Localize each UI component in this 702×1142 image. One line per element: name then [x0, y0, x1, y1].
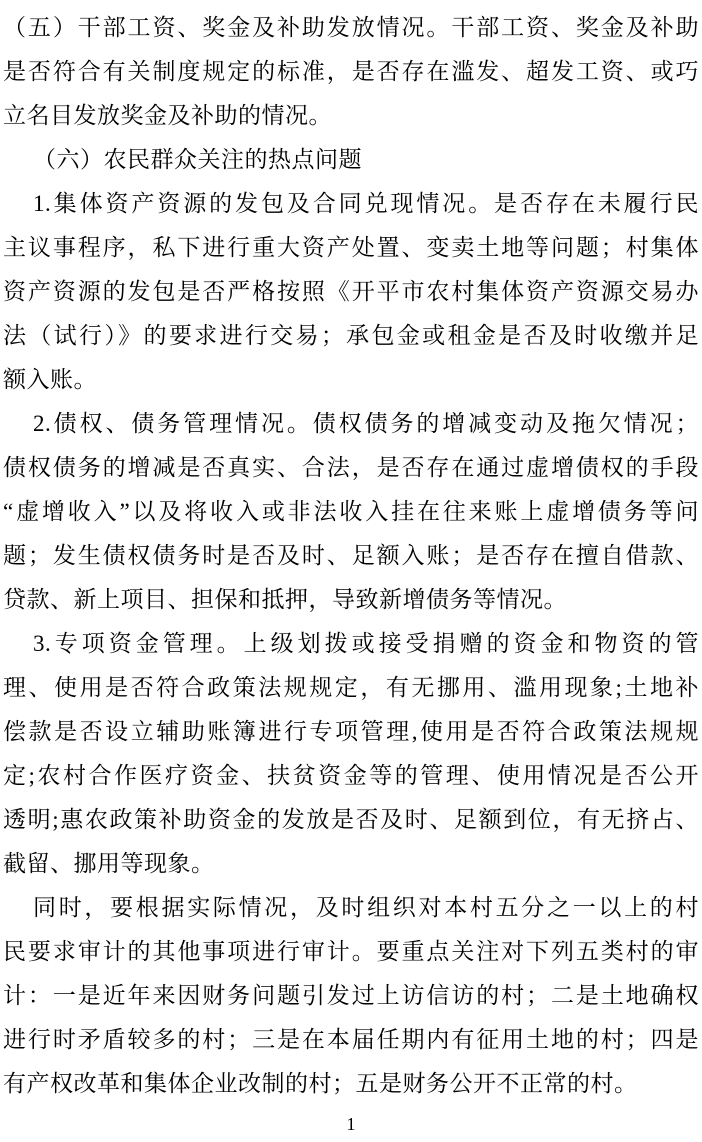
text-line: 截留、挪用等现象。 [3, 851, 215, 876]
text-line: 立名目发放奖金及补助的情况。 [3, 103, 332, 128]
text-line: 1.集体资产资源的发包及合同兑现情况。是否存在未履行民 [33, 191, 699, 216]
text-line: 债权债务的增减是否真实、合法，是否存在通过虚增债权的手段 [3, 455, 699, 480]
text-line: （五）干部工资、奖金及补助发放情况。干部工资、奖金及补助 [3, 15, 699, 40]
text-line: 法（试行）》的要求进行交易；承包金或租金是否及时收缴并足 [3, 323, 699, 348]
page-footer [3, 1106, 699, 1142]
text-line: 题；发生债权债务时是否及时、足额入账；是否存在擅自借款、 [3, 543, 699, 568]
document-body [3, 6, 699, 1106]
paragraph [3, 402, 699, 622]
text-line: （六）农民群众关注的热点问题 [33, 147, 362, 172]
text-line: 贷款、新上项目、担保和抵押，导致新增债务等情况。 [3, 587, 567, 612]
page-number: 1 [346, 1114, 356, 1134]
paragraph [3, 182, 699, 402]
paragraph [3, 138, 699, 182]
text-line: 额入账。 [3, 367, 97, 392]
paragraph [3, 886, 699, 1106]
text-line: 有产权改革和集体企业改制的村；五是财务公开不正常的村。 [3, 1071, 638, 1096]
text-line: 民要求审计的其他事项进行审计。要重点关注对下列五类村的审 [3, 939, 699, 964]
text-line: “虚增收入”以及将收入或非法收入挂在往来账上虚增债务等问 [3, 499, 699, 524]
text-line: 2.债权、债务管理情况。债权债务的增减变动及拖欠情况； [33, 411, 699, 436]
paragraph [3, 6, 699, 138]
text-line: 定;农村合作医疗资金、扶贫资金等的管理、使用情况是否公开 [3, 763, 699, 788]
text-line: 资产资源的发包是否严格按照《开平市农村集体资产资源交易办 [3, 279, 699, 304]
text-line: 透明;惠农政策补助资金的发放是否及时、足额到位，有无挤占、 [3, 807, 699, 832]
text-line: 3.专项资金管理。上级划拨或接受捐赠的资金和物资的管 [33, 631, 699, 656]
text-line: 计：一是近年来因财务问题引发过上访信访的村；二是土地确权 [3, 983, 699, 1008]
text-line: 偿款是否设立辅助账簿进行专项管理,使用是否符合政策法规规 [3, 719, 699, 744]
text-line: 是否符合有关制度规定的标准，是否存在滥发、超发工资、或巧 [3, 59, 699, 84]
text-line: 主议事程序，私下进行重大资产处置、变卖土地等问题；村集体 [3, 235, 699, 260]
text-line: 进行时矛盾较多的村；三是在本届任期内有征用土地的村；四是 [3, 1027, 699, 1052]
paragraph [3, 622, 699, 886]
text-line: 理、使用是否符合政策法规规定，有无挪用、滥用现象;土地补 [3, 675, 699, 700]
text-line: 同时，要根据实际情况，及时组织对本村五分之一以上的村 [33, 895, 699, 920]
